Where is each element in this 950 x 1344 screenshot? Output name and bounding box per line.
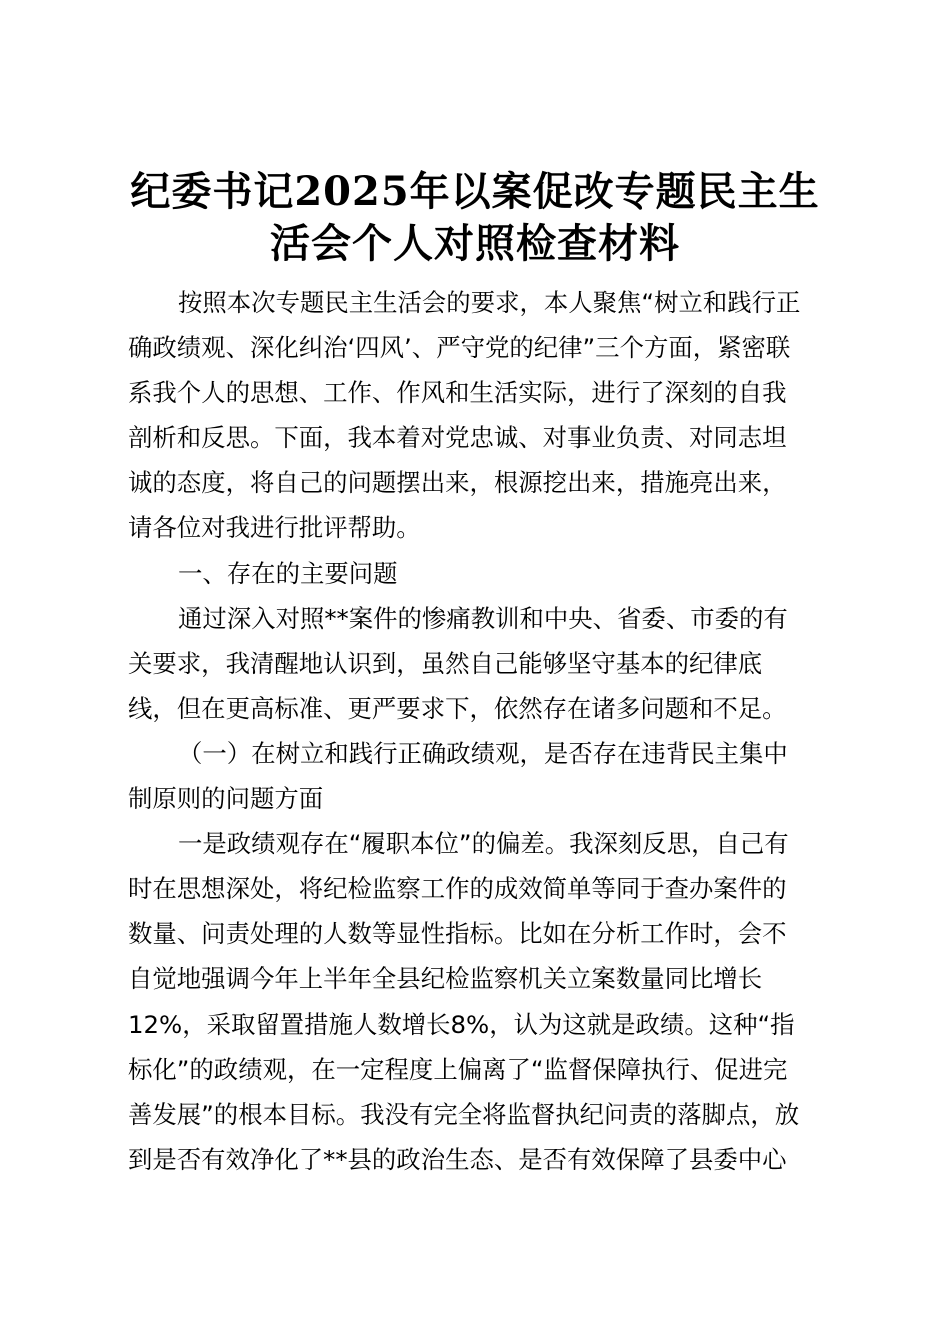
paragraph-line: 关要求，我清醒地认识到，虽然自己能够坚守基本的纪律底 — [128, 648, 763, 678]
paragraph-line: 自觉地强调今年上半年全县纪检监察机关立案数量同比增长 — [128, 964, 763, 994]
subsection-heading: （一）在树立和践行正确政绩观，是否存在违背民主集中 — [178, 738, 788, 768]
title-line-1: 纪委书记2025年以案促改专题民主生 — [130, 168, 820, 215]
paragraph-line: 数量、问责处理的人数等显性指标。比如在分析工作时，会不 — [128, 919, 787, 949]
paragraph-intro-line: 剖析和反思。下面，我本着对党忠诚、对事业负责、对同志坦 — [128, 423, 787, 453]
paragraph-intro-line: 请各位对我进行批评帮助。 — [128, 513, 421, 543]
subsection-heading: 制原则的问题方面 — [128, 784, 324, 814]
paragraph-line: 通过深入对照**案件的惨痛教训和中央、省委、市委的有 — [178, 603, 788, 633]
paragraph-intro-line: 系我个人的思想、工作、作风和生活实际，进行了深刻的自我 — [128, 378, 787, 408]
document-body — [128, 280, 833, 1182]
paragraph-line: 标化”的政绩观，在一定程度上偏离了“监督保障执行、促进完 — [128, 1054, 788, 1084]
paragraph-intro-line: 确政绩观、深化纠治‘四风’、严守党的纪律”三个方面，紧密联 — [128, 333, 791, 363]
paragraph-line: 线，但在更高标准、更严要求下，依然存在诸多问题和不足。 — [128, 693, 787, 723]
paragraph-intro-line: 按照本次专题民主生活会的要求，本人聚焦“树立和践行正 — [178, 288, 801, 317]
paragraph-line: 一是政绩观存在“履职本位”的偏差。我深刻反思，自己有 — [178, 829, 789, 859]
document-title — [100, 166, 850, 270]
paragraph-line: 到是否有效净化了**县的政治生态、是否有效保障了县委中心 — [128, 1144, 787, 1174]
paragraph-line: 12%，采取留置措施人数增长8%，认为这就是政绩。这种“指 — [128, 1009, 795, 1039]
section-heading: 一、存在的主要问题 — [178, 558, 398, 588]
paragraph-line: 善发展”的根本目标。我没有完全将监督执纪问责的落脚点，放 — [128, 1099, 800, 1129]
paragraph-line: 时在思想深处，将纪检监察工作的成效简单等同于查办案件的 — [128, 874, 787, 904]
title-line-2: 活会个人对照检查材料 — [270, 220, 680, 267]
paragraph-intro-line: 诚的态度，将自己的问题摆出来，根源挖出来，措施亮出来， — [128, 468, 787, 498]
